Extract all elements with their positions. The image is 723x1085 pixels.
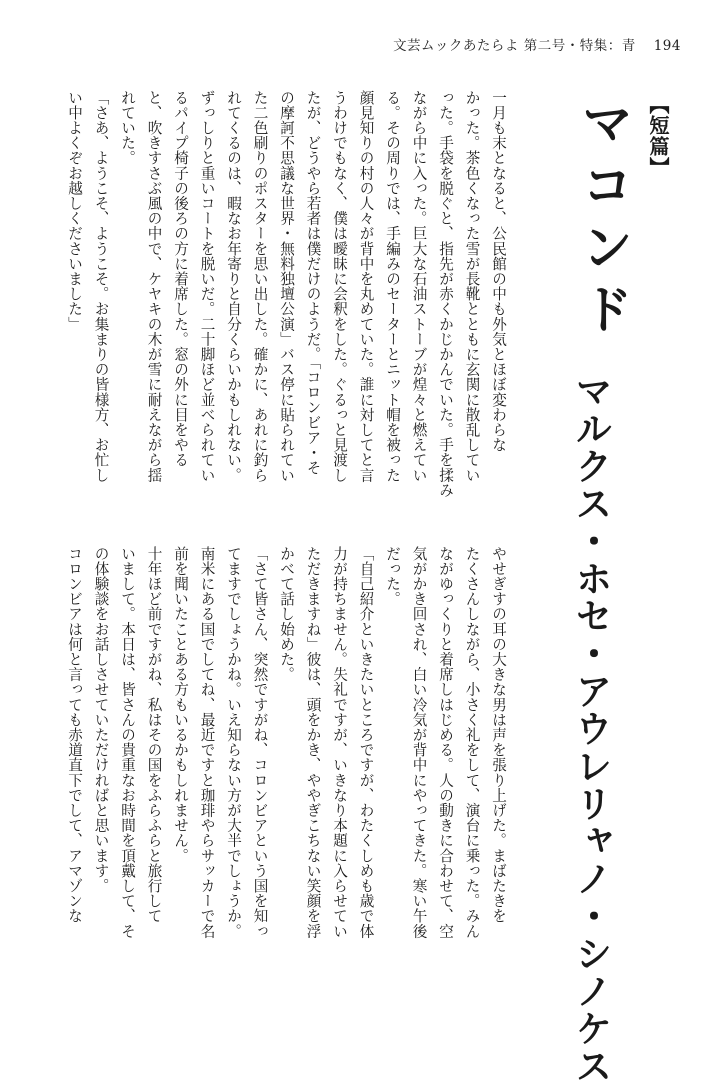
text-line: た二色刷りのポスターを思い出した。確かに、あれに釣ら [251,90,269,483]
text-line: 力が持ちません。失礼ですが、いきなり本題に入らせてい [331,546,348,939]
author-name: マルクス・ホセ・アウレリャノ・シノケス [569,372,612,1085]
text-line: 気がかき回され、白い冷気が背中にやってきた。寒い午後 [410,546,428,939]
text-line: の摩訶不思議な世界・無料独壇公演」バス停に貼られてい [278,90,295,483]
text-line: ただきますね」彼は、頭をかき、ややぎこちない笑顔を浮 [304,546,322,939]
text-line: 十年ほど前ですがね、私はその国をふらふらと旅行して [145,546,163,924]
text-line: いまして。本日は、皆さんの貴重なお時間を頂戴して、そ [119,546,136,939]
text-line: かべて話し始めた。 [278,546,295,682]
magazine-title: 文芸ムックあたらよ 第二号・特集：青 [393,38,636,54]
text-line: るパイプ椅子の後ろの方に着席した。窓の外に目をやる [172,90,189,468]
text-line: 前を聞いたことある方もいるかもしれません。 [172,546,189,864]
upper-text-column [61,90,512,498]
text-line: 「さて皆さん、突然ですがね、コロンビアという国を知っ [251,546,269,939]
text-line: 南米にある国でしてね、最近ですと珈琲やらサッカーで名 [198,546,216,939]
text-line: やせぎすの耳の大きな男は声を張り上げた。まばたきを [490,546,507,924]
text-line: った。手袋を脱ぐと、指先が赤くかじかんでいた。手を揉み [437,90,454,498]
text-line: ながら中に入った。巨大な石油ストーブが煌々と燃えてい [410,90,428,483]
text-line: 「自己紹介といきたいところですが、わたくしめも歳で体 [357,546,375,939]
text-line: だった。 [384,546,401,607]
text-line: る。その周りでは、手編みのセーターとニット帽を被った [384,90,401,483]
text-line: たくさんしながら、小さく礼をして、演台に乗った。みん [463,546,481,939]
text-line: 顔見知りの村の人々が背中を丸めていた。誰に対してと言 [357,90,375,483]
text-line: うわけでもなく、僕は曖昧に会釈をした。ぐるっと見渡し [331,90,348,483]
text-line: と、吹きすさぶ風の中で、ケヤキの木が雪に耐えながら揺 [145,90,163,483]
text-line: てますでしょうかね。いえ知らない方が大半でしょうか。 [225,546,242,939]
story-title: マコンド [572,96,632,344]
genre-label: 【短篇】 [646,94,670,178]
text-line: ずっしりと重いコートを脱いだ。二十脚ほど並べられてい [198,90,216,483]
text-line: 一月も末となると、公民館の中も外気とほぼ変わらな [490,90,507,453]
page-number: 194 [653,38,681,54]
running-header [281,34,681,54]
text-line: コロンビアは何と言っても赤道直下でして、アマゾンな [66,546,83,924]
text-line: たが、どうやら若者は僕だけのようだ。「コロンビア・そ [304,90,322,476]
text-line: 「さあ、ようこそ、ようこそ。お集まりの皆様方、お忙し [92,90,110,483]
text-line: れてくるのは、暇なお年寄りと自分くらいかもしれない。 [225,90,242,483]
text-line: い中よくぞお越しくださいました」 [66,90,83,332]
text-line: の体験談をお話しさせていただければと思います。 [92,546,110,894]
text-line: かった。茶色くなった雪が長靴とともに玄関に散乱してい [463,90,481,483]
text-line: ながゆっくりと着席しはじめる。人の動きに合わせて、空 [437,546,454,939]
lower-text-column [61,546,512,939]
text-line: れていた。 [119,90,136,166]
